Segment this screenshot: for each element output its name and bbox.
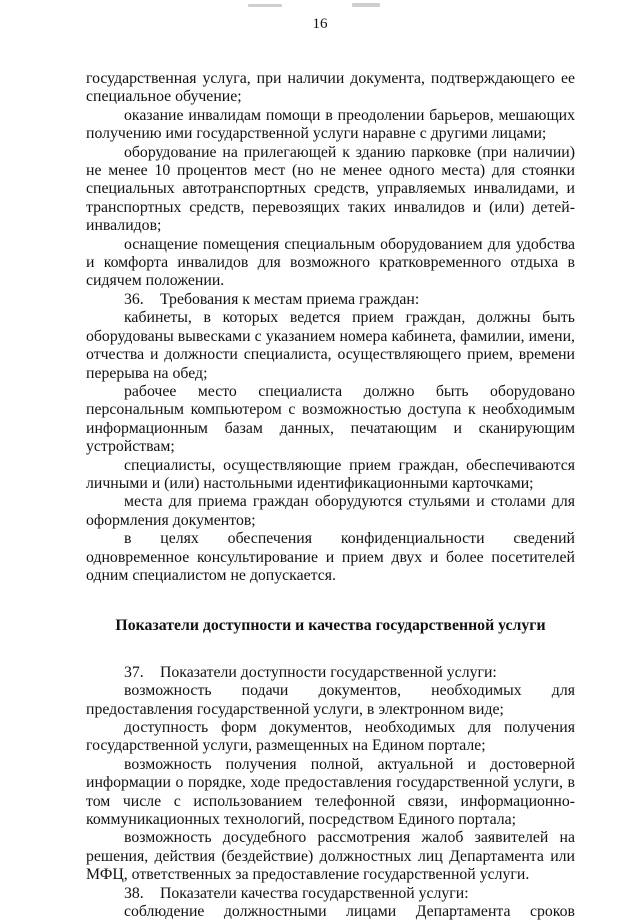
clause-number: 36. [124, 290, 144, 308]
clause-36-title [86, 291, 575, 309]
scan-artifact [352, 3, 380, 7]
clause-number: 37. [124, 663, 144, 681]
list-item: кабинеты, в которых ведется прием граждан, должны быть оборудованы вывесками с указанием номера кабинета, фамилии, имени, отчества и должности специалиста, осуществляющего прием, времени перерыва на обед; [86, 309, 575, 382]
paragraph: оснащение помещения специальным оборудованием для удобства и комфорта инвалидов для возможного кратковременного отдыха в сидячем положении. [86, 235, 575, 290]
list-item: возможность досудебного рассмотрения жалоб заявителей на решения, действия (бездействие) должностных лиц Департамента или МФЦ, ответственных за предоставление государственной услуги. [86, 829, 575, 884]
paragraph: оборудование на прилегающей к зданию парковке (при наличии) не менее 10 процентов мест (но не менее одного места) для стоянки специальных автотранспортных средств, управляемых инвалидами, и транспортных средств, перевозящих таких инвалидов и (или) детей-инвалидов; [86, 143, 575, 235]
list-item: соблюдение должностными лицами Департамента сроков [124, 903, 575, 921]
document-body [86, 70, 575, 921]
clause-title: Показатели качества государственной услуги: [160, 884, 469, 902]
list-item: места для приема граждан оборудуются стульями и столами для оформления документов; [86, 493, 575, 529]
scan-artifact [248, 4, 282, 7]
clause-38-title [86, 885, 575, 903]
list-item: доступность форм документов, необходимых для получения государственной услуги, размещенных на Едином портале; [86, 719, 575, 755]
clause-number: 38. [124, 884, 144, 902]
paragraph: оказание инвалидам помощи в преодолении барьеров, мешающих получению ими государственной услуги наравне с другими лицами; [86, 106, 575, 143]
list-item: в целях обеспечения конфиденциальности сведений одновременное консультирование и прием двух и более посетителей одним специалистом не допускается. [86, 530, 575, 584]
list-item: рабочее место специалиста должно быть оборудовано персональным компьютером с возможностью доступа к необходимым информационным базам данных, печатающим и сканирующим устройствам; [86, 382, 575, 456]
clause-title: Показатели доступности государственной услуги: [160, 663, 497, 681]
page-number: 16 [312, 16, 328, 32]
clause-37-title [86, 664, 575, 682]
list-item: специалисты, осуществляющие прием граждан, обеспечиваются личными и (или) настольными идентификационными карточками; [86, 456, 575, 492]
section-heading: Показатели доступности и качества государственной услуги [115, 617, 546, 635]
list-item: возможность получения полной, актуальной и достоверной информации о порядке, ходе предоставления государственной услуги, в том числе с использованием телефонной связи, информационно-коммуникационных технологий, посредством Единого портала; [86, 755, 575, 829]
paragraph: государственная услуга, при наличии документа, подтверждающего ее специальное обучение; [86, 70, 575, 106]
clause-title: Требования к местам приема граждан: [160, 290, 420, 308]
list-item: возможность подачи документов, необходимых для предоставления государственной услуги, в электронном виде; [86, 682, 575, 718]
